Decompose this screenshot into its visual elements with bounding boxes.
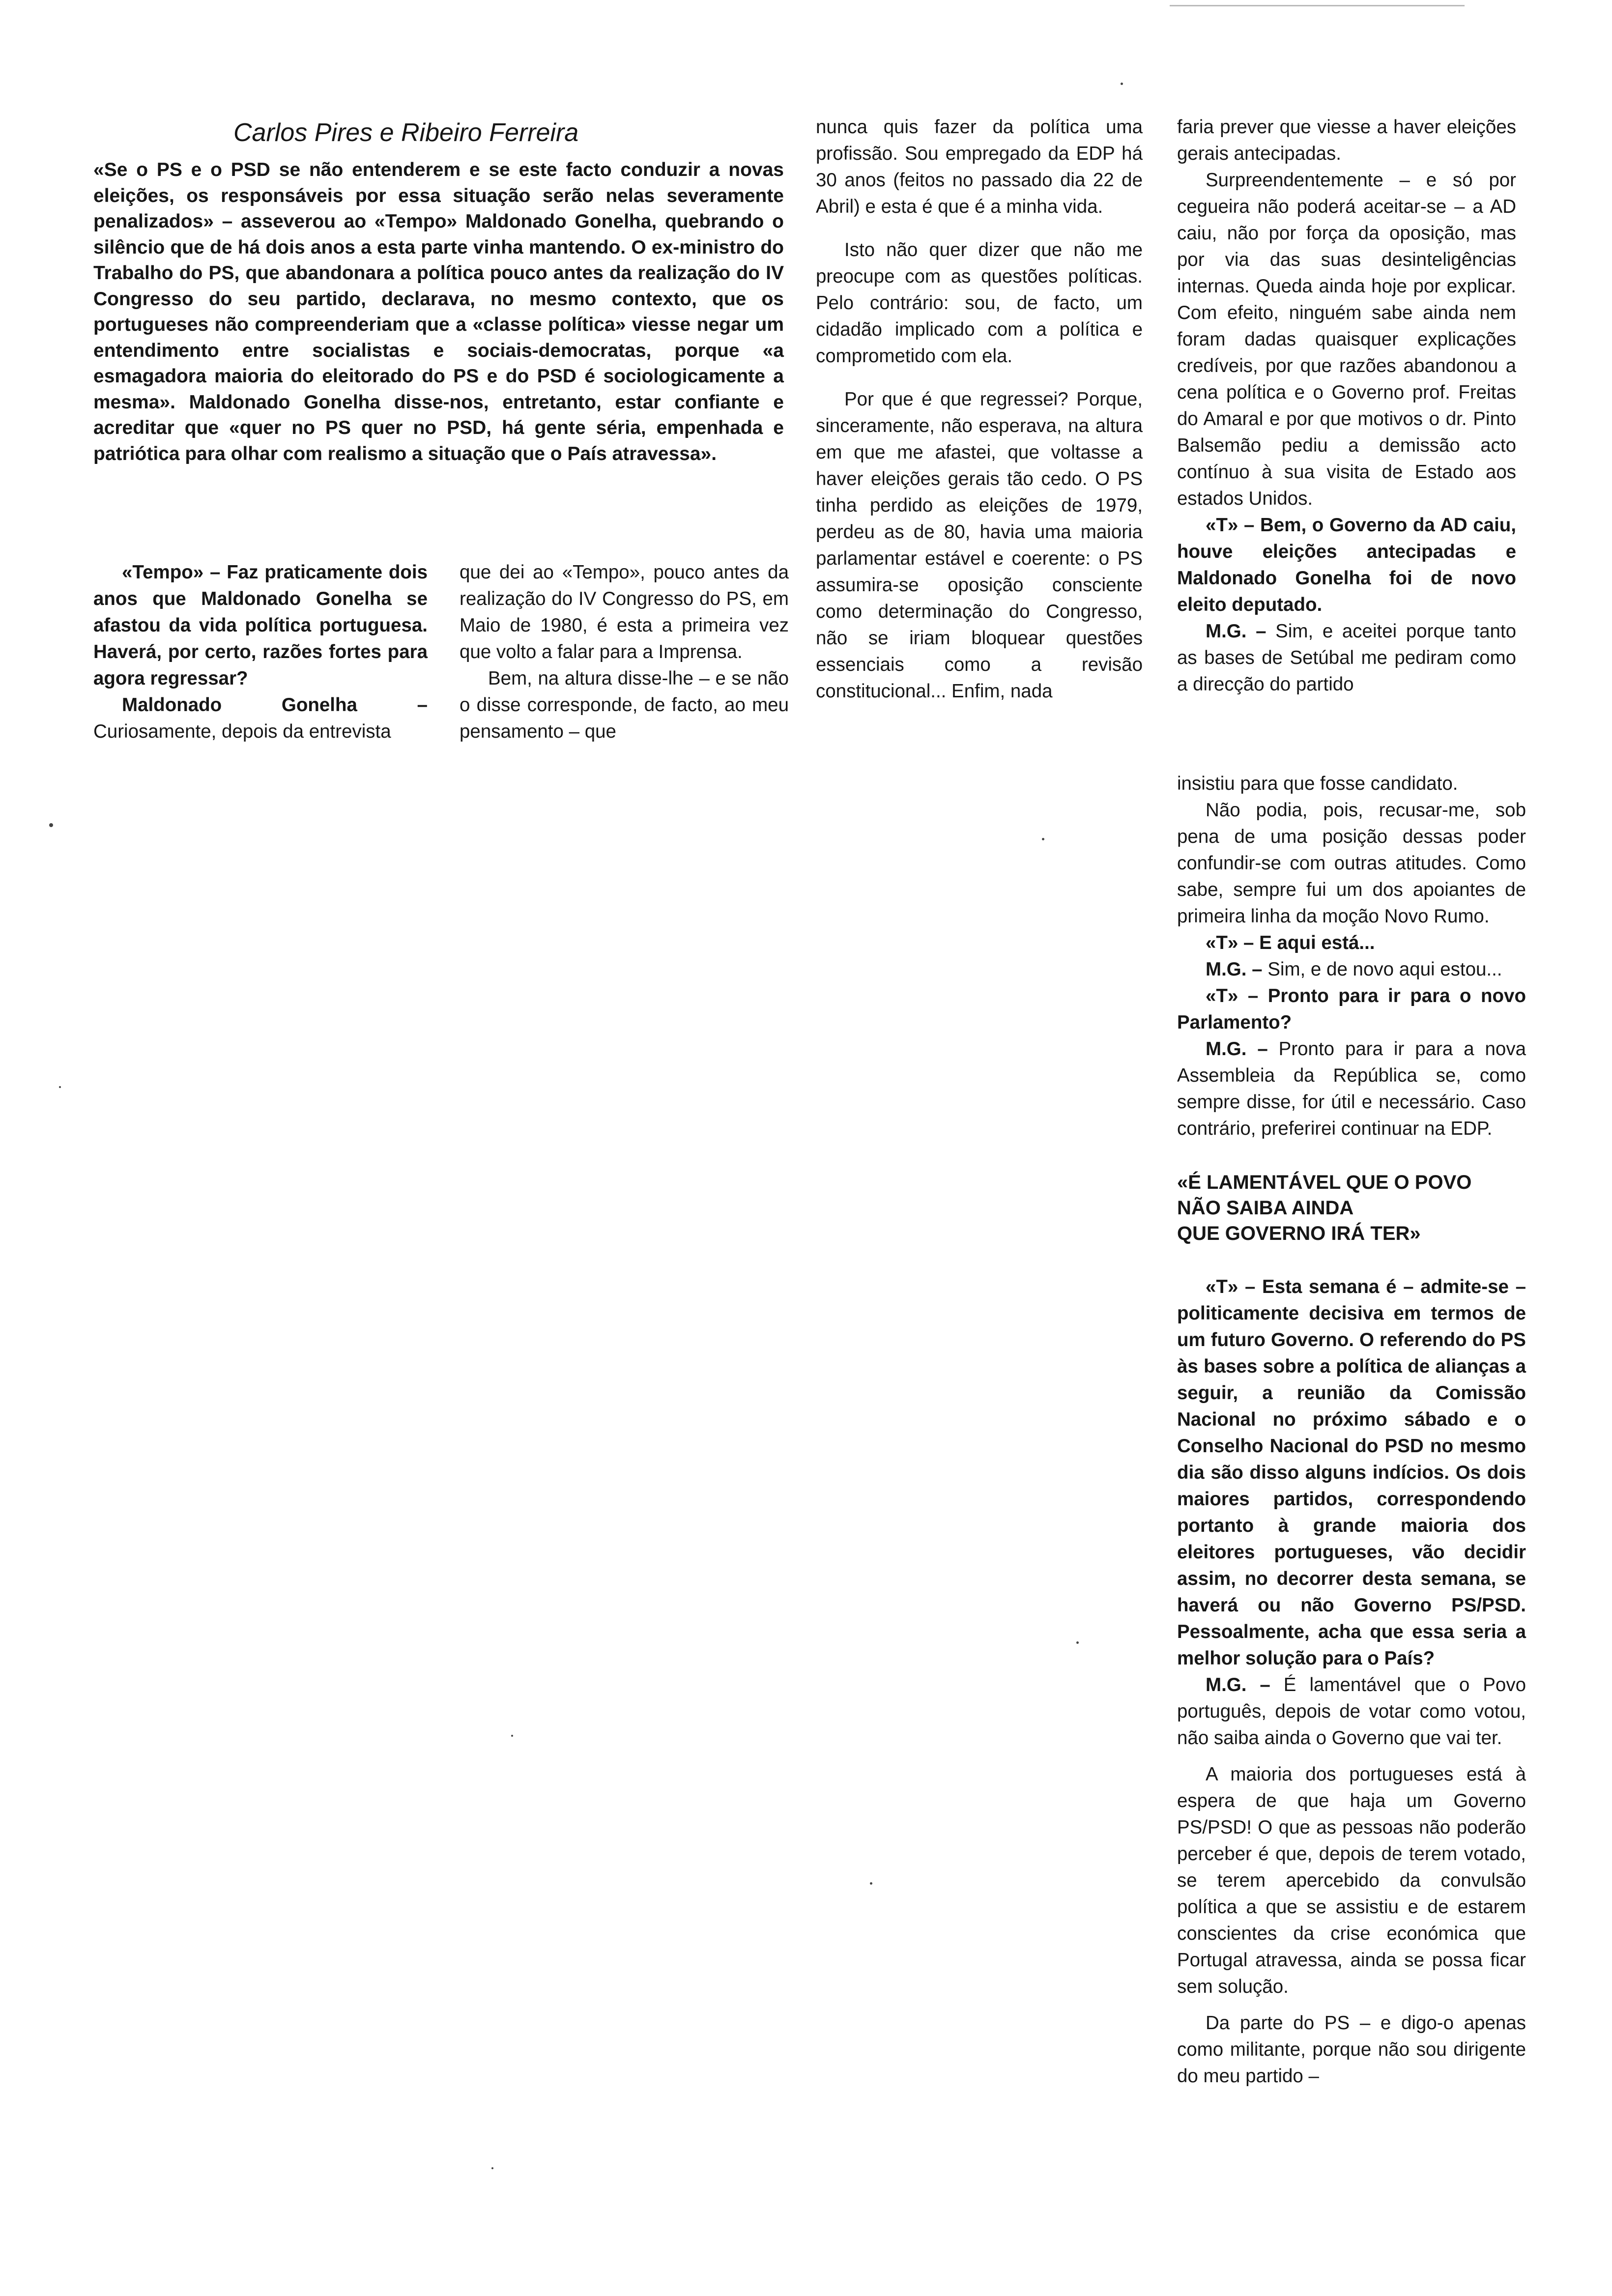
paragraph: A maioria dos portugueses está à espera de que haja um Governo PS/PSD! O que as pessoas não poderão perceber é que, depois de terem votado, se terem apercebido da convulsão política a que se assistiu e de estarem conscientes da crise económica que Portugal atravessa, ainda se possa ficar sem solução.: [1177, 1764, 1526, 1997]
scan-speck: [491, 2167, 493, 2169]
paragraph: Surpreendentemente – e só por cegueira não poderá aceitar-se – a AD caiu, não por força da oposição, mas por via das suas desinteligências internas. Queda ainda hoje por explicar. Com efeito, ninguém sabe ainda nem foram dadas quaisquer explicações credíveis, por que razões abandonou a cena política e o Governo prof. Freitas do Amaral e por que motivos o dr. Pinto Balsemão pediu a demissão acto contínuo à sua visita de Estado aos estados Unidos.: [1177, 170, 1516, 509]
answer-text: Pronto para ir para a nova Assembleia da República se, como sempre disse, for útil e necessário. Caso contrário, preferirei continuar na EDP.: [1177, 1038, 1526, 1139]
heading-line: QUE GOVERNO IRÁ TER»: [1177, 1223, 1421, 1244]
paragraph: que dei ao «Tempo», pouco antes da realização do IV Congresso do PS, em Maio de 1980, é esta a primeira vez que volto a falar para a Imprensa.: [460, 562, 789, 662]
byline: Carlos Pires e Ribeiro Ferreira: [233, 118, 579, 147]
interview-answer: [1177, 1672, 1526, 1751]
paragraph: Bem, na altura disse-lhe – e se não o disse corresponde, de facto, ao meu pensamento – que: [460, 668, 789, 742]
question-text: «T» – E aqui está...: [1206, 932, 1375, 953]
question-text: «T» – Bem, o Governo da AD caiu, houve eleições antecipadas e Maldonado Gonelha foi de novo eleito deputado.: [1177, 515, 1516, 615]
lead-paragraph: [93, 157, 784, 467]
question-text: «T» – Esta semana é – admite-se – politicamente decisiva em termos de um futuro Governo. O referendo do PS às bases sobre a política de alianças a seguir, a reunião da Comissão Nacional no próximo sábado e o Conselho Nacional do PSD no mesmo dia são disso alguns indícios. Os dois maiores partidos, correspondendo portanto à grande maioria dos eleitores portugueses, vão decidir assim, no decorrer desta semana, se haverá ou não Governo PS/PSD. Pessoalmente, acha que essa seria a melhor solução para o País?: [1177, 1276, 1526, 1669]
interview-question: [1177, 983, 1526, 1036]
paragraph: Não podia, pois, recusar-me, sob pena de uma posição dessas poder confundir-se com outras atitudes. Como sabe, sempre fui um dos apoiantes de primeira linha da moção Novo Rumo.: [1177, 800, 1526, 927]
column-2: [460, 559, 789, 745]
interview-answer: [1177, 956, 1526, 983]
column-3: [816, 114, 1143, 705]
answer-text: Curiosamente, depois da entrevista: [93, 721, 391, 742]
scan-edge-line: [1170, 5, 1465, 6]
speaker-label: M.G. –: [1206, 1038, 1268, 1060]
scan-speck: [1121, 83, 1123, 85]
column-5: [1177, 771, 1526, 2090]
interview-question: [1177, 1274, 1526, 1672]
speaker-label: M.G. –: [1206, 621, 1267, 642]
question-text: «Tempo» – Faz praticamente dois anos que Maldonado Gonelha se afastou da vida política portuguesa. Haverá, por certo, razões fortes para agora regressar?: [93, 562, 428, 689]
heading-line: «É LAMENTÁVEL QUE O POVO: [1177, 1172, 1472, 1193]
paragraph: insistiu para que fosse candidato.: [1177, 773, 1458, 794]
answer-text: É lamentável que o Povo português, depois de votar como votou, não saiba ainda o Governo que vai ter.: [1177, 1674, 1526, 1749]
scan-speck: [511, 1735, 513, 1737]
paragraph: Da parte do PS – e digo-o apenas como militante, porque não sou dirigente do meu partido –: [1177, 2012, 1526, 2087]
speaker-label: M.G. –: [1206, 1674, 1270, 1695]
paragraph: nunca quis fazer da política uma profissão. Sou empregado da EDP há 30 anos (feitos no passado dia 22 de Abril) e esta é que é a minha vida.: [816, 116, 1143, 217]
interview-question: [1177, 512, 1516, 618]
interview-question: [1177, 930, 1526, 956]
interview-answer: [1177, 1036, 1526, 1142]
heading-line: NÃO SAIBA AINDA: [1177, 1197, 1354, 1219]
paragraph: Isto não quer dizer que não me preocupe com as questões políticas. Pelo contrário: sou, de facto, um cidadão implicado com a política e comprometido com ela.: [816, 239, 1143, 367]
lead-text: «Se o PS e o PSD se não entenderem e se este facto conduzir a novas eleições, os responsáveis por essa situação serão nelas severamente penalizados» – asseverou ao «Tempo» Maldonado Gonelha, quebrando o silêncio que de há dois anos a esta parte vinha mantendo. O ex-ministro do Trabalho do PS, que abandonara a política pouco antes da realização do IV Congresso do seu partido, declarava, no mesmo contexto, que os portugueses não compreenderiam que a «classe política» viesse negar um entendimento entre socialistas e sociais-democratas, porque «a esmagadora maioria do eleitorado do PS e do PSD é sociologicamente a mesma». Maldonado Gonelha disse-nos, entretanto, estar confiante e acreditar que «quer no PS quer no PSD, há gente séria, empenhada e patriótica para olhar com realismo a situação que o País atravessa».: [93, 159, 784, 464]
answer-text: Sim, e aceitei porque tanto as bases de Setúbal me pediram como a direcção do partido: [1177, 621, 1516, 695]
interview-answer: [1177, 618, 1516, 698]
question-text: «T» – Pronto para ir para o novo Parlamento?: [1177, 985, 1526, 1033]
section-heading: [1177, 1170, 1526, 1246]
interview-question: [93, 559, 428, 692]
scan-speck: [870, 1882, 872, 1885]
speaker-label: M.G. –: [1206, 959, 1263, 980]
scan-speck: [1042, 838, 1044, 840]
answer-text: Sim, e de novo aqui estou...: [1267, 959, 1502, 980]
interview-answer: [93, 692, 428, 745]
paragraph: Por que é que regressei? Porque, sinceramente, não esperava, na altura em que me afastei, que voltasse a haver eleições gerais tão cedo. O PS tinha perdido as eleições de 1979, perdeu as de 80, havia uma maioria parlamentar estável e coerente: o PS assumira-se oposição consciente como determinação do Congresso, não se iriam bloquear questões essenciais como a revisão constitucional... Enfim, nada: [816, 389, 1143, 702]
speaker-label: Maldonado Gonelha –: [122, 694, 428, 716]
paragraph: faria prever que viesse a haver eleições gerais antecipadas.: [1177, 116, 1516, 164]
column-1: [93, 559, 428, 745]
scan-speck: [49, 823, 53, 827]
column-4: [1177, 114, 1516, 698]
scan-speck: [59, 1086, 61, 1088]
scan-speck: [1076, 1641, 1079, 1644]
